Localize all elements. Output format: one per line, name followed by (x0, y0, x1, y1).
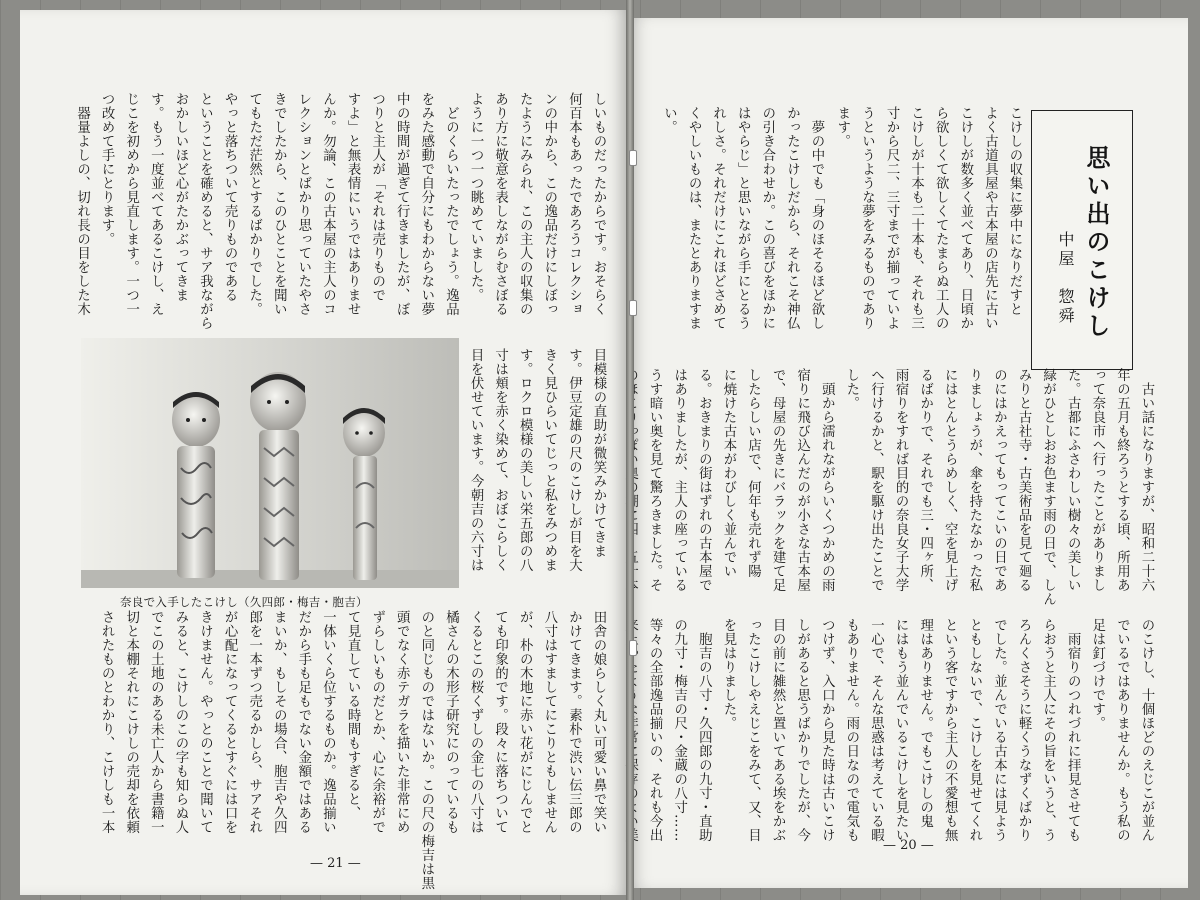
left-page-upper-text: しいものだったからです。おそらく 何百本もあったであろうコレクショ ンの中から、この逸品だけにしぼっ たようにみられ、この主人の収集の あり方に敬意を表しながらむさぼる ように一つ一つ眺めていました。 どのくらいたったでしょう。逸品 をみた感動で自分にもわからない夢 中の時間が過ぎて行きましたが、ぼ つりと主人が「それは売りもので すよ」と無表情にいうではありませ んか。勿論、この古本屋の主人のコ レクションとばかり思っていたやさ きでしたから、このひとことを聞い てもただ茫然とするばかりでした。 やっと落ちついて売りものである ということを確めると、サア我ながら おかしいほど心がたかぶってきま す。もう一度並べてあるこけし、え じこを初めから見直します。一つ一 つ改めて手にとります。 器量よしの、切れ長の目をした木 (74, 92, 606, 330)
right-page-lower-text: 古い話になりますが、昭和二十六 年の五月も終ろうとする頃、所用あ って奈良市へ行ったことがありまし た。古都にふさわしい樹々の美しい 緑がひとしおお色ます雨の日で、しん みりと古社寺・古美術品を見て廻る のにはかえってもってこいの日であ りましょうが、傘を持たなかった私 にはとんとうらめしく、空を見上げ るばかりで、それでも三・四ヶ所、 雨宿りをすれば目的の奈良女子大学 へ行けるかと、駅を駆け出たことで した。 頭から濡れながらいくつかめの雨 宿りに飛び込んだのが小さな古本屋 で、母屋の先きにバラックを建て足 したらしい店で、何年も売れず陽 に焼けた古本がわびしく並んでい る。おきまりの街はずれの古本屋で はありましたが、主人の座っている うす暗い奥を見て驚ろきました。そ (647, 368, 1154, 606)
page-number-21: — 21 — (310, 856, 361, 871)
photo-caption: 奈良で入手したこけし（久四郎・梅吉・胞吉） (120, 595, 368, 609)
left-page-text-beside-photo: 目模様の直助が微笑みかけてきま す。伊豆定雄の尺のこけしが目を大 きく見ひらいてじっと私をみつめま す。ロクロ模様の美しい栄五郎の八 寸は頬を赤く染めて、おぼこらしく 目を伏せています。今朝吉の六寸は (468, 348, 606, 572)
right-page-intro-continued: 夢の中でも「身のほそるほど欲し かったこけしだから、それこそ神仏 の引き合わせか。この喜びをほかに はやらじ」と思いながら手にとるう れしさ。それだけにこれほどさめて くやしいものは、またとありますま い。 (661, 106, 824, 330)
kokeshi-photo (81, 338, 459, 588)
binding-stitch-top (629, 150, 637, 166)
binding-stitch-bottom (629, 640, 637, 656)
title-box (1031, 110, 1133, 370)
book-spine (626, 0, 634, 900)
left-page (20, 10, 628, 895)
left-page-lower-text: 田舎の娘らしく丸い可愛い鼻で笑い かけてきます。素朴で渋い伝三郎の 八寸はすましてにこりともしません が、朴の木地に赤い花がにじんでと ても印象的です。段々に落ちついて くるとこの桜くずしの金七の八寸は 橘さんの木形子研究にのっているも のと同じものではないか。この尺の梅吉は黒 頭でなく赤テガラを描いた非常にめ ずらしいものだとか、心に余裕がで て見直している時間もすぎると、 一体いくら位するものか。逸品揃い だから手も足もでない金額ではある まいか、もしその場合、胞吉や久四 郎を一本ずつ売るかしら、サアそれ が心配になってくるとすぐには口を きけません。やっとのことで聞いて みると、こけしのこの字も知らぬ人 でこの土地のある未亡人から書籍一 切と本棚それにこけしの売却を依頼 されたものとわかり、こけしも一本 (99, 610, 606, 890)
right-page (628, 18, 1188, 888)
article-title: 思い出のこけし (1082, 145, 1110, 341)
page-number-20: — 20 — (883, 838, 934, 853)
binding-stitch-middle (629, 300, 637, 316)
kokeshi-illustration (81, 338, 459, 588)
right-page-lower-continued: のこけし、十個ほどのえじこが並ん でいるではありませんか。もう私の 足は釘づけです。 雨宿りのつれづれに拝見させても らおうと主人にその旨をいうと、う ろんくさそうに軽くうなずくばかり でした。並んでいる古本には見よう ともしないで、こけしを見せてくれ という客ですから主人の不愛想も無 理はありません。でもこけしの鬼 にはもう並んでいるこけしを見たい 一心で、そんな思惑は考えている暇 もありません。雨の日なので電気も つけず、入口から見た時は古いこけ しがあると思うばかりでしたが、今 目の前に雑然と置いてある埃をかぶ ったこけしやえじこをみて、又、目 を見はりました。 胞吉の八寸・久四郎の九寸・直助 の九寸・梅吉の尺・金蔵の八寸…… 等々の全部逸品揃いの、それも今出 (647, 618, 1154, 842)
right-page-intro-text: こけしの収集に夢中になりだすと よく古道具屋や古本屋の店先に古い こけしが数多く並べてあり、日頃か ら欲しくて欲しくてたまらぬ工人の こけしが十本も二十本も、それも三 寸から尺二、三寸までが揃っていよ うというような夢をみるものであり ます。 (834, 106, 1022, 330)
article-author: 中屋 惣舜 (1056, 231, 1075, 326)
